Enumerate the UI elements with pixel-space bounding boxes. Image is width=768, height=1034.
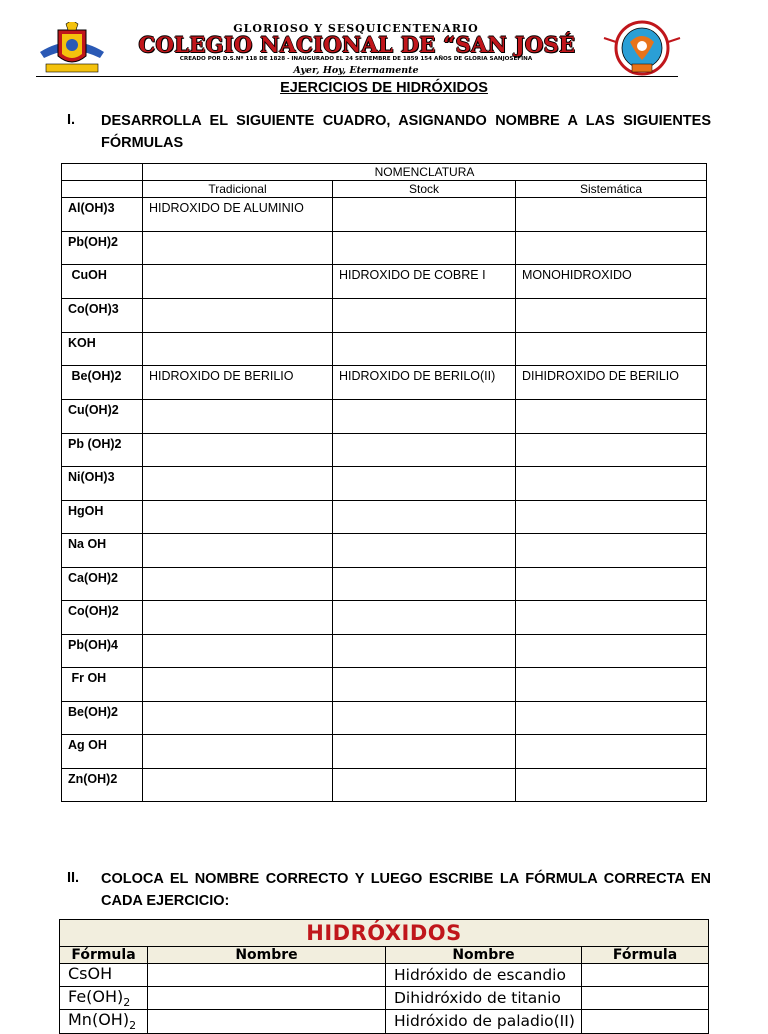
sistematica-cell xyxy=(516,635,707,668)
sistematica-cell xyxy=(516,400,707,434)
formula-cell: Co(OH)2 xyxy=(62,601,143,635)
stock-cell xyxy=(333,198,516,232)
table-row xyxy=(62,568,707,601)
school-header xyxy=(36,18,682,78)
school-crest-logo xyxy=(36,22,108,78)
column-header-stock: Stock xyxy=(333,181,516,198)
sistematica-cell xyxy=(516,198,707,232)
formula-cell xyxy=(60,1010,148,1033)
table-row xyxy=(62,534,707,568)
stock-cell xyxy=(333,568,516,601)
stock-cell xyxy=(333,735,516,769)
formula-cell: Co(OH)3 xyxy=(62,299,143,333)
formula-cell: KOH xyxy=(62,333,143,366)
sistematica-cell: DIHIDROXIDO DE BERILIO xyxy=(516,366,707,400)
stock-cell xyxy=(333,702,516,735)
nombre-answer-cell xyxy=(148,1010,386,1033)
sistematica-cell xyxy=(516,333,707,366)
column-header-sistematica: Sistemática xyxy=(516,181,707,198)
nombre-given-cell: Dihidróxido de titanio xyxy=(386,987,582,1010)
table-row xyxy=(62,299,707,333)
formula-cell xyxy=(60,987,148,1010)
table-row xyxy=(62,501,707,534)
nombre-given-cell: Hidróxido de escandio xyxy=(386,964,582,987)
tradicional-cell xyxy=(143,400,333,434)
section-2-instructions xyxy=(101,868,711,912)
tradicional-cell xyxy=(143,568,333,601)
nombre-answer-cell xyxy=(148,987,386,1010)
formula-cell: Cu(OH)2 xyxy=(62,400,143,434)
table-row xyxy=(62,769,707,802)
tradicional-cell xyxy=(143,735,333,769)
table-corner-cell xyxy=(62,181,143,198)
header-divider xyxy=(36,76,678,77)
section-1-line-1: DESARROLLA EL SIGUIENTE CUADRO, ASIGNANDO NOMBRE A LAS SIGUIENTES xyxy=(101,113,711,129)
sistematica-cell xyxy=(516,601,707,635)
stock-cell xyxy=(333,668,516,702)
sistematica-cell xyxy=(516,232,707,265)
stock-cell xyxy=(333,601,516,635)
table-row xyxy=(62,198,707,232)
t2-header-nombre: Nombre xyxy=(148,947,386,964)
formula-answer-cell xyxy=(582,1010,709,1033)
sistematica-cell xyxy=(516,467,707,501)
table-corner-cell xyxy=(62,164,143,181)
t2-header-nombre-2: Nombre xyxy=(386,947,582,964)
table-row xyxy=(62,467,707,501)
creation-decree-line: CREADO POR D.S.Nº 118 DE 1828 - INAUGURADO EL 24 SETIEMBRE DE 1859 154 AÑOS DE GLORIA SANJOSEFINA xyxy=(179,56,533,62)
table-row xyxy=(62,601,707,635)
nombre-given-cell: Hidróxido de paladio(II) xyxy=(386,1010,582,1033)
sistematica-cell xyxy=(516,769,707,802)
sistematica-cell xyxy=(516,668,707,702)
tradicional-cell xyxy=(143,299,333,333)
school-name: COLEGIO NACIONAL DE “SAN JOSÉ xyxy=(138,32,576,57)
tradicional-cell xyxy=(143,467,333,501)
stock-cell xyxy=(333,333,516,366)
sistematica-cell xyxy=(516,299,707,333)
table-row xyxy=(62,400,707,434)
tradicional-cell: HIDROXIDO DE BERILIO xyxy=(143,366,333,400)
formula-cell: Be(OH)2 xyxy=(62,702,143,735)
formula-cell: CuOH xyxy=(62,265,143,299)
formula-cell: Ca(OH)2 xyxy=(62,568,143,601)
nomenclature-table xyxy=(61,163,707,802)
section-2-number: II. xyxy=(67,870,80,886)
t2-header-formula-2: Fórmula xyxy=(582,947,709,964)
stock-cell xyxy=(333,635,516,668)
tradicional-cell xyxy=(143,635,333,668)
formula-cell xyxy=(60,964,148,987)
formula-cell: Ag OH xyxy=(62,735,143,769)
formula-text: Fe(OH) xyxy=(68,987,124,1007)
school-emblem-logo xyxy=(602,20,682,76)
tradicional-cell xyxy=(143,434,333,467)
tradicional-cell xyxy=(143,534,333,568)
formula-cell: Pb(OH)4 xyxy=(62,635,143,668)
tradicional-cell xyxy=(143,333,333,366)
formula-cell: Al(OH)3 xyxy=(62,198,143,232)
sistematica-cell xyxy=(516,702,707,735)
formula-cell: Na OH xyxy=(62,534,143,568)
tradicional-cell xyxy=(143,668,333,702)
nomenclature-header: NOMENCLATURA xyxy=(143,164,707,181)
sistematica-cell xyxy=(516,501,707,534)
stock-cell xyxy=(333,467,516,501)
formula-cell: Zn(OH)2 xyxy=(62,769,143,802)
table-row xyxy=(62,434,707,467)
t2-header-formula: Fórmula xyxy=(60,947,148,964)
tradicional-cell xyxy=(143,601,333,635)
section-2-line-1: COLOCA EL NOMBRE CORRECTO Y LUEGO ESCRIBE LA FÓRMULA CORRECTA EN xyxy=(101,871,711,887)
sistematica-cell xyxy=(516,434,707,467)
stock-cell: HIDROXIDO DE COBRE I xyxy=(333,265,516,299)
table-row xyxy=(62,668,707,702)
sistematica-cell xyxy=(516,568,707,601)
table-row xyxy=(60,964,709,987)
formula-subscript: 2 xyxy=(129,1019,137,1033)
sistematica-cell xyxy=(516,735,707,769)
table-row xyxy=(62,735,707,769)
formula-cell: Pb(OH)2 xyxy=(62,232,143,265)
stock-cell xyxy=(333,299,516,333)
table-row xyxy=(60,1010,709,1033)
hydroxides-exercise-table xyxy=(59,919,709,1034)
table-row xyxy=(62,265,707,299)
nombre-answer-cell xyxy=(148,964,386,987)
formula-text: CsOH xyxy=(68,964,113,983)
formula-cell: Fr OH xyxy=(62,668,143,702)
stock-cell: HIDROXIDO DE BERILO(II) xyxy=(333,366,516,400)
tradicional-cell xyxy=(143,501,333,534)
section-1-number: I. xyxy=(67,112,76,128)
formula-subscript: 2 xyxy=(123,996,131,1010)
tradicional-cell xyxy=(143,232,333,265)
section-1-line-2: FÓRMULAS xyxy=(101,135,184,151)
stock-cell xyxy=(333,232,516,265)
formula-answer-cell xyxy=(582,964,709,987)
formula-cell: Pb (OH)2 xyxy=(62,434,143,467)
school-motto: Ayer, Hoy, Eternamente xyxy=(293,65,419,76)
formula-answer-cell xyxy=(582,987,709,1010)
tradicional-cell xyxy=(143,265,333,299)
section-2-line-2: CADA EJERCICIO: xyxy=(101,893,230,909)
formula-cell: HgOH xyxy=(62,501,143,534)
stock-cell xyxy=(333,434,516,467)
formula-cell: Be(OH)2 xyxy=(62,366,143,400)
table-row xyxy=(62,232,707,265)
section-1-instructions xyxy=(101,110,711,154)
tradicional-cell xyxy=(143,702,333,735)
formula-text: Mn(OH) xyxy=(68,1010,130,1030)
document-title: EJERCICIOS DE HIDRÓXIDOS xyxy=(280,80,488,96)
table-row xyxy=(62,366,707,400)
tradicional-cell xyxy=(143,769,333,802)
stock-cell xyxy=(333,501,516,534)
table-row xyxy=(62,635,707,668)
formula-cell: Ni(OH)3 xyxy=(62,467,143,501)
stock-cell xyxy=(333,400,516,434)
tradicional-cell: HIDROXIDO DE ALUMINIO xyxy=(143,198,333,232)
column-header-tradicional: Tradicional xyxy=(143,181,333,198)
sistematica-cell: MONOHIDROXIDO xyxy=(516,265,707,299)
table-row xyxy=(60,987,709,1010)
stock-cell xyxy=(333,534,516,568)
hydroxides-banner: HIDRÓXIDOS xyxy=(60,920,709,947)
table-row xyxy=(62,702,707,735)
table-row xyxy=(62,333,707,366)
sistematica-cell xyxy=(516,534,707,568)
stock-cell xyxy=(333,769,516,802)
header-subtitle: GLORIOSO Y SESQUICENTENARIO xyxy=(233,22,479,35)
